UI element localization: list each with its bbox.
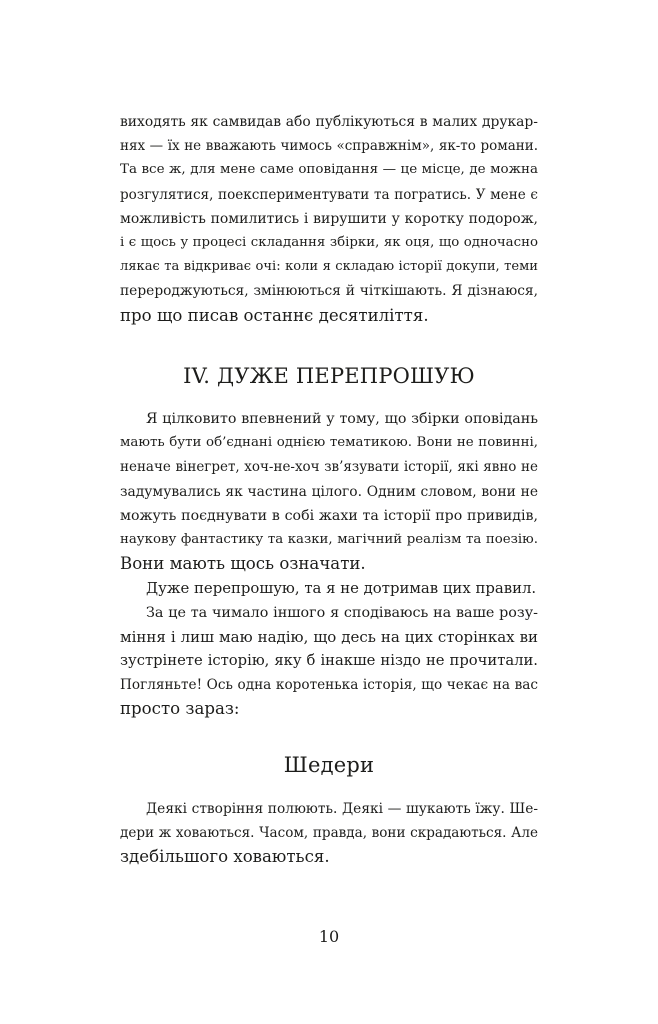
text-line: просто зараз:: [120, 699, 240, 719]
text-line: нях — їх не вважають чимось «справжнім», як-то романи.: [120, 138, 538, 155]
text-line: перероджуються, змінюються й чіткішають. Я дізнаюся,: [120, 283, 538, 300]
text-line: Я цілковито впевнений у тому, що збірки оповідань: [146, 411, 538, 427]
text-line: неначе вінегрет, хоч-не-хоч зв’язувати історії, які явно не: [120, 459, 538, 476]
section-heading: IV. ДУЖЕ ПЕРЕПРОШУЮ: [183, 364, 475, 388]
intro-paragraph: [120, 110, 538, 328]
text-line: і є щось у процесі складання збірки, як оця, що одночасно: [120, 234, 538, 250]
text-line: міння і лиш маю надію, що десь на цих сторінках ви: [120, 627, 538, 646]
page-number: 10: [318, 927, 340, 946]
text-line: можуть поєднувати в собі жахи та історії про привидів,: [120, 507, 538, 524]
text-line: Погляньте! Ось одна коротенька історія, що чекає на вас: [120, 677, 538, 694]
text-line: розгулятися, поекспериментувати та погратись. У мене є: [120, 186, 538, 203]
text-line: дери ж ховаються. Часом, правда, вони скрадаються. Але: [120, 825, 538, 842]
text-line: про що писав останнє десятиліття.: [120, 305, 429, 325]
text-line: наукову фантастику та казки, магічний реалізм та поезію.: [120, 531, 538, 547]
text-line: мають бути об’єднані однією тематикою. Вони не повинні,: [120, 435, 538, 451]
story-paragraph: [120, 797, 538, 870]
text-line: зустрінете історію, яку б інакше ніздо не прочитали.: [120, 651, 538, 669]
text-line: Та все ж, для мене саме оповідання — це місце, де можна: [120, 162, 538, 178]
section-body: [120, 407, 538, 721]
text-line: задумувались як частина цілого. Одним словом, вони не: [120, 483, 538, 500]
text-line: Деякі створіння полюють. Деякі — шукають їжу. Ше-: [146, 801, 538, 817]
text-line: Дуже перепрошую, та я не дотримав цих правил.: [146, 579, 537, 598]
story-title: Шедери: [283, 753, 375, 777]
text-line: За це та чимало іншого я сподіваюсь на ваше розу-: [146, 604, 538, 621]
text-line: здебільшого ховаються.: [120, 847, 330, 867]
text-line: виходять як самвидав або публікуються в малих друкар-: [120, 114, 538, 130]
text-line: Вони мають щось означати.: [120, 554, 366, 574]
text-line: можливість помилитись і вирушити у коротку подорож,: [120, 210, 538, 227]
text-line: лякає та відкриває очі: коли я складаю історії докупи, теми: [120, 259, 538, 275]
